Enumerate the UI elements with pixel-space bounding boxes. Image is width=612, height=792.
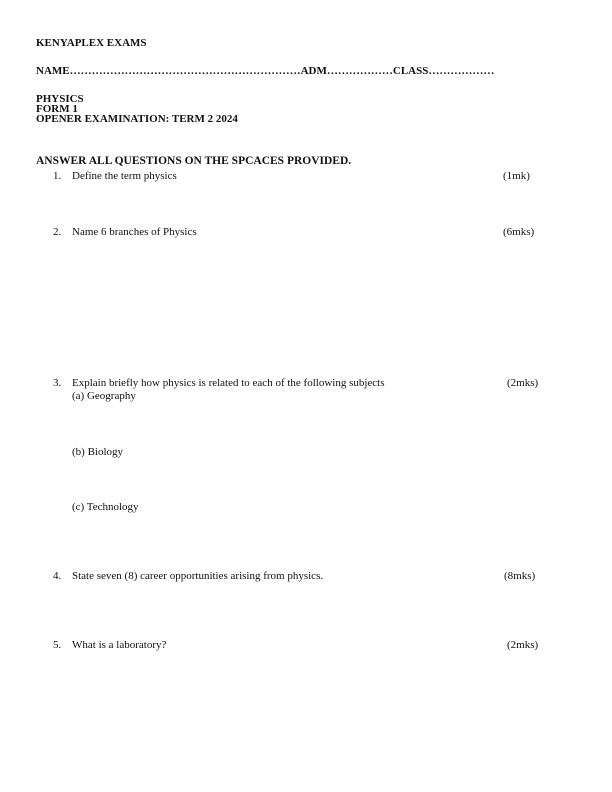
question-text: Name 6 branches of Physics	[72, 226, 197, 238]
question-marks: (2mks)	[507, 377, 539, 389]
question-text: What is a laboratory?	[72, 639, 167, 651]
name-label: NAME	[36, 65, 70, 77]
question-number: 3.	[53, 377, 62, 389]
adm-field[interactable]: ………………	[326, 65, 393, 77]
class-label: CLASS	[392, 65, 429, 77]
question-marks: (8mks)	[504, 570, 536, 582]
question-text: Explain briefly how physics is related to each of the following subjects	[72, 377, 385, 389]
subject-title: PHYSICS	[36, 93, 84, 105]
name-field[interactable]: ………………………………………………………	[69, 65, 301, 77]
question-marks: (2mks)	[507, 639, 539, 651]
question-number: 4.	[53, 570, 62, 582]
question-number: 5.	[53, 639, 62, 651]
question-part: (c) Technology	[72, 501, 139, 513]
adm-label: ADM	[300, 65, 327, 77]
student-details-line	[36, 65, 494, 77]
form-title: FORM 1	[36, 103, 78, 115]
question-part: (b) Biology	[72, 446, 124, 458]
question-number: 2.	[53, 226, 62, 238]
instructions: ANSWER ALL QUESTIONS ON THE SPCACES PROVIDED.	[36, 155, 352, 167]
question-marks: (6mks)	[503, 226, 535, 238]
question-part: (a) Geography	[72, 390, 136, 402]
question-marks: (1mk)	[503, 170, 530, 182]
school-title: KENYAPLEX EXAMS	[36, 37, 147, 49]
question-number: 1.	[53, 170, 62, 182]
class-field[interactable]: ………………	[428, 65, 495, 77]
exam-title: OPENER EXAMINATION: TERM 2 2024	[36, 113, 238, 125]
question-text: Define the term physics	[72, 170, 177, 182]
question-text: State seven (8) career opportunities arising from physics.	[72, 570, 324, 582]
